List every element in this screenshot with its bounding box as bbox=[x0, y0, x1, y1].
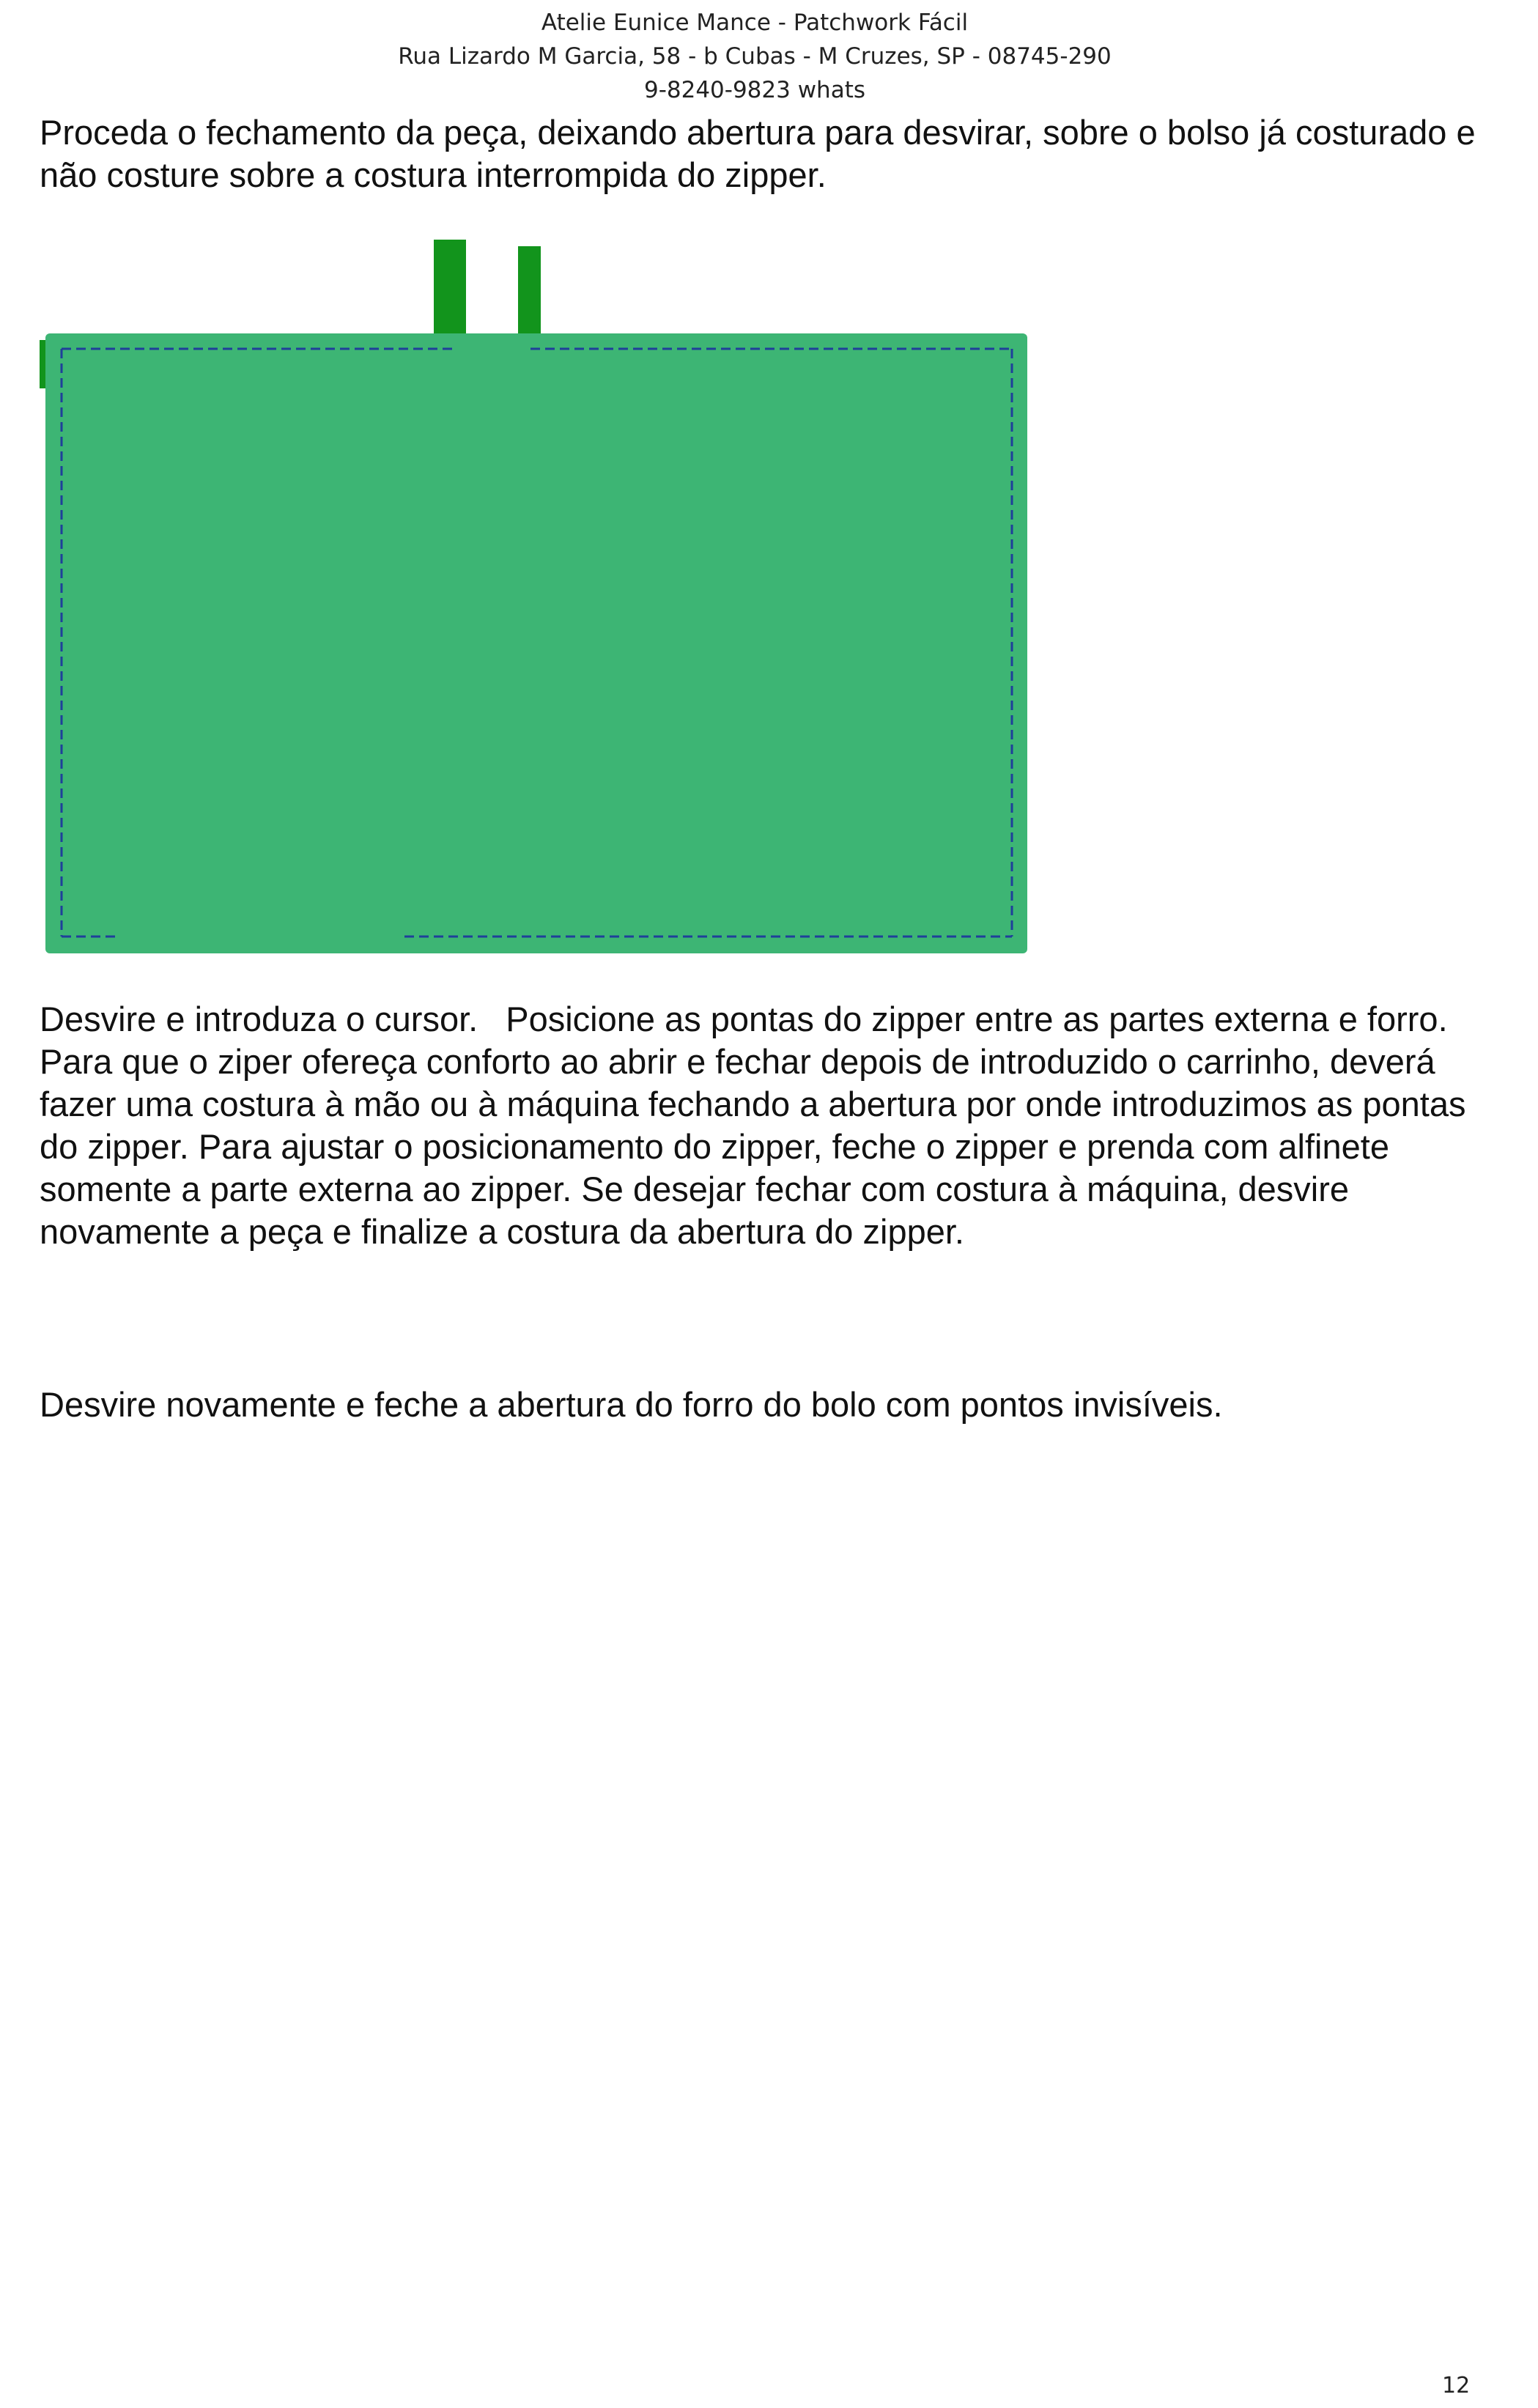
intro-paragraph: Proceda o fechamento da peça, deixando abertura para desvirar, sobre o bolso já costurado e não costure sobre a costura interrompida do zipper. bbox=[40, 113, 1476, 194]
header-atelier-name: Atelie Eunice Mance - Patchwork Fácil bbox=[541, 10, 969, 36]
fabric-panel bbox=[45, 333, 1027, 953]
final-step-paragraph: Desvire novamente e feche a abertura do forro do bolo com pontos invisíveis. bbox=[40, 1385, 1223, 1424]
sewing-diagram bbox=[38, 234, 1032, 960]
step-insert-cursor: Desvire e introduza o cursor. bbox=[40, 1000, 478, 1038]
instructions-paragraph bbox=[40, 998, 1498, 1253]
zipper-tab-right bbox=[518, 246, 541, 340]
zipper-comfort-text: Para que o ziper ofereça conforto ao abrir e fechar depois de introduzido o carrinho, deverá fazer uma costura à mão ou à máquina fechando a abertura por onde introduzimos as pontas do zipper. Para ajustar o posicionamento do zipper, feche o zipper e prenda com alfinete somente a parte externa ao zipper. Se desejar fechar com costura à máquina, desvire novamente a peça e finalize a costura da abertura do zipper. bbox=[40, 1042, 1466, 1251]
step-position-zipper-ends: Posicione as pontas do zipper entre as partes externa e forro. bbox=[506, 1000, 1448, 1038]
page-number: 12 bbox=[1442, 2373, 1471, 2398]
document-header bbox=[0, 6, 1509, 107]
header-address: Rua Lizardo M Garcia, 58 - b Cubas - M Cruzes, SP - 08745-290 bbox=[398, 43, 1112, 70]
header-phone: 9-8240-9823 whats bbox=[643, 77, 866, 103]
zipper-tab-left bbox=[434, 240, 466, 340]
